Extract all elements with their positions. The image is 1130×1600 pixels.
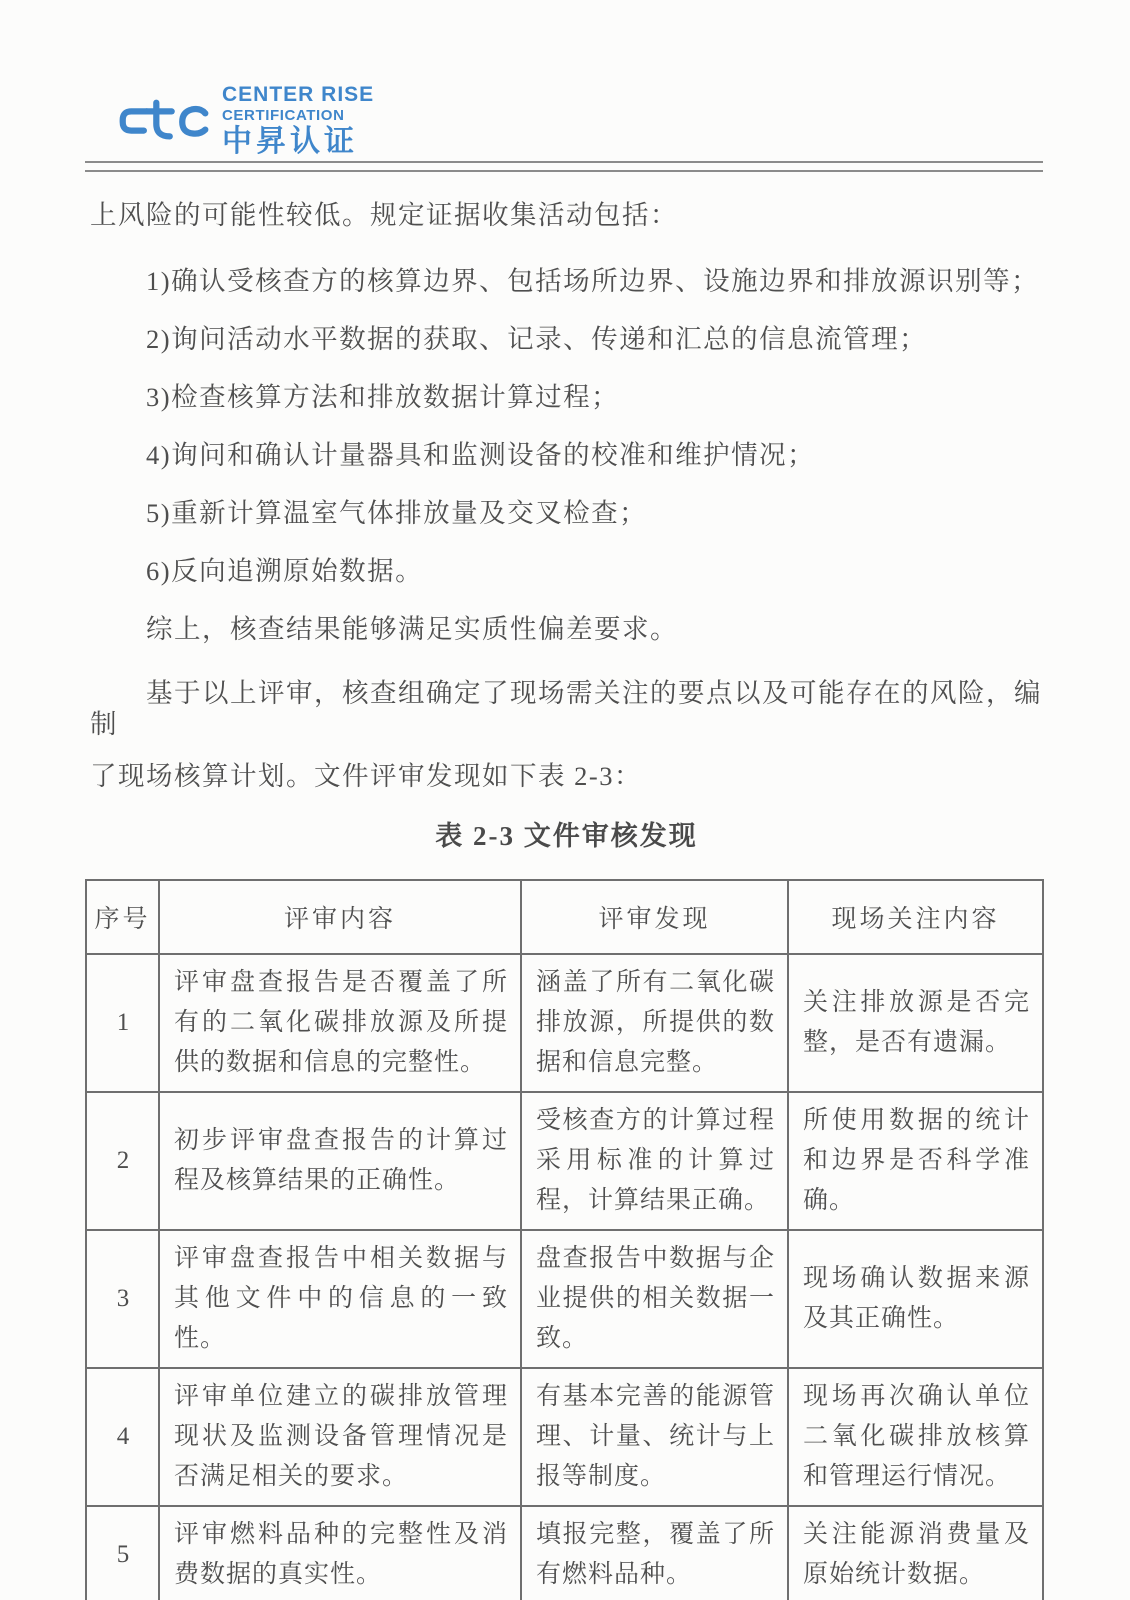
cell-site-focus: 所使用数据的统计和边界是否科学准确。 (788, 1092, 1043, 1230)
table-row (86, 1506, 1043, 1600)
document-body (90, 200, 1043, 1600)
header-divider (85, 161, 1043, 172)
list-item-2: 2)询问活动水平数据的获取、记录、传递和汇总的信息流管理； (146, 324, 928, 354)
logo-en-line1: CENTER RISE (222, 83, 375, 106)
cell-no: 3 (86, 1230, 159, 1368)
list-item-6: 6)反向追溯原始数据。 (146, 556, 424, 586)
cell-review-finding: 盘查报告中数据与企业提供的相关数据一致。 (521, 1230, 788, 1368)
cell-review-content: 评审盘查报告中相关数据与其他文件中的信息的一致性。 (159, 1230, 521, 1368)
table-row (86, 1092, 1043, 1230)
logo (116, 84, 374, 157)
cell-review-content: 初步评审盘查报告的计算过程及核算结果的正确性。 (159, 1092, 521, 1230)
cell-review-content: 评审盘查报告是否覆盖了所有的二氧化碳排放源及所提供的数据和信息的完整性。 (159, 954, 521, 1092)
list-item-1: 1)确认受核查方的核算边界、包括场所边界、设施边界和排放源识别等； (146, 266, 1040, 296)
crc-logo-icon (116, 88, 212, 154)
table-row (86, 1230, 1043, 1368)
table-header-row (86, 880, 1043, 954)
paragraph-summary: 综上，核查结果能够满足实质性偏差要求。 (146, 614, 678, 644)
list-item-5: 5)重新计算温室气体排放量及交叉检查； (146, 498, 648, 528)
cell-review-finding: 受核查方的计算过程采用标准的计算过程，计算结果正确。 (521, 1092, 788, 1230)
cell-no: 5 (86, 1506, 159, 1600)
logo-cn-name: 中昇认证 (222, 125, 358, 158)
table-row (86, 954, 1043, 1092)
cell-review-finding: 涵盖了所有二氧化碳排放源，所提供的数据和信息完整。 (521, 954, 788, 1092)
table-row (86, 1368, 1043, 1506)
cell-review-content: 评审单位建立的碳排放管理现状及监测设备管理情况是否满足相关的要求。 (159, 1368, 521, 1506)
header-no: 序号 (86, 880, 159, 954)
cell-site-focus: 现场再次确认单位二氧化碳排放核算和管理运行情况。 (788, 1368, 1043, 1506)
table-caption: 表 2-3 文件审核发现 (435, 821, 698, 851)
review-findings-table (85, 879, 1044, 1600)
header-site-focus: 现场关注内容 (788, 880, 1043, 954)
cell-review-finding: 填报完整，覆盖了所有燃料品种。 (521, 1506, 788, 1600)
cell-no: 4 (86, 1368, 159, 1506)
header-review-content: 评审内容 (159, 880, 521, 954)
header-review-finding: 评审发现 (521, 880, 788, 954)
paragraph-closing-line2: 了现场核算计划。文件评审发现如下表 2-3： (90, 761, 642, 791)
cell-review-finding: 有基本完善的能源管理、计量、统计与上报等制度。 (521, 1368, 788, 1506)
list-item-4: 4)询问和确认计量器具和监测设备的校准和维护情况； (146, 440, 816, 470)
cell-no: 2 (86, 1092, 159, 1230)
paragraph-closing-line1: 基于以上评审，核查组确定了现场需关注的要点以及可能存在的风险，编制 (90, 678, 1042, 739)
logo-text (222, 84, 374, 157)
paragraph-intro: 上风险的可能性较低。规定证据收集活动包括： (90, 200, 678, 230)
cell-site-focus: 现场确认数据来源及其正确性。 (788, 1230, 1043, 1368)
list-item-3: 3)检查核算方法和排放数据计算过程； (146, 382, 620, 412)
cell-no: 1 (86, 954, 159, 1092)
logo-en-line2: CERTIFICATION (222, 107, 345, 124)
cell-site-focus: 关注能源消费量及原始统计数据。 (788, 1506, 1043, 1600)
cell-site-focus: 关注排放源是否完整，是否有遗漏。 (788, 954, 1043, 1092)
cell-review-content: 评审燃料品种的完整性及消费数据的真实性。 (159, 1506, 521, 1600)
